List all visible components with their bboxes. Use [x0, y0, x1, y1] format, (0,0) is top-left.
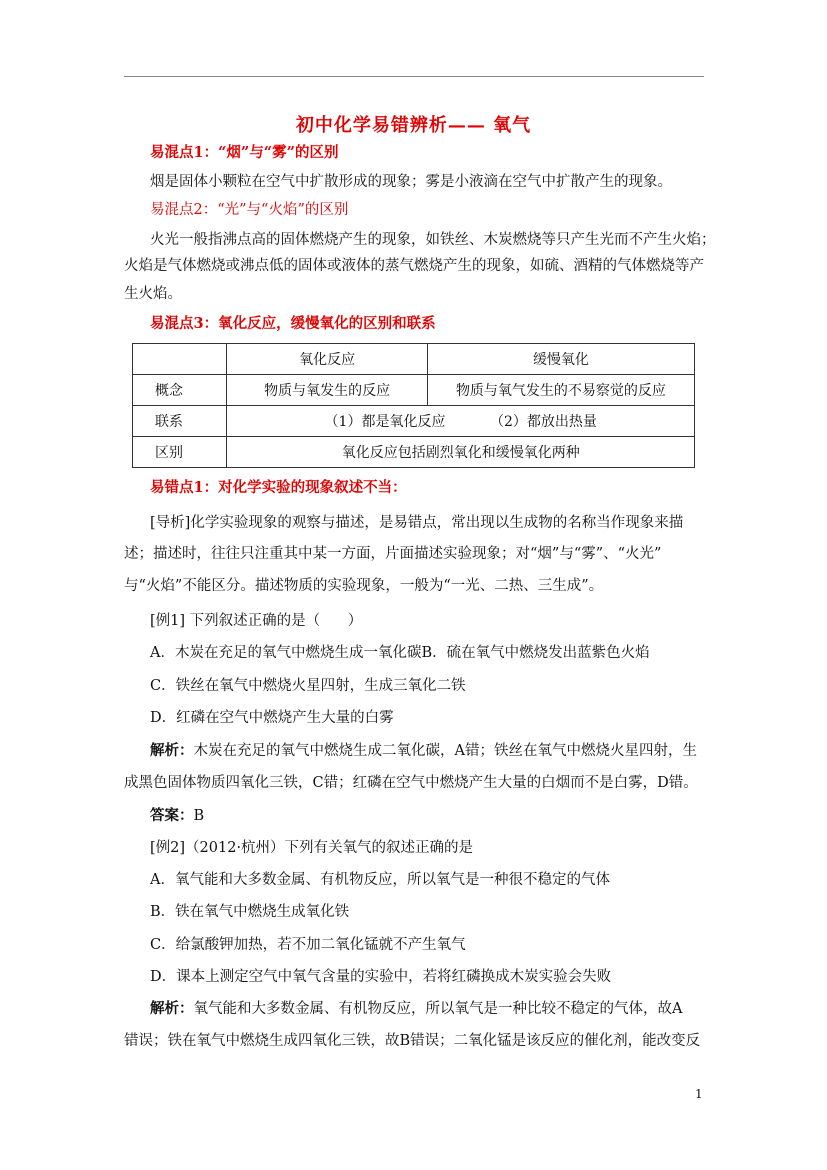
analysis-label: 解析：	[150, 742, 194, 759]
paragraph-light-flame-2: 火焰是气体燃烧或沸点低的固体或液体的蒸气燃烧产生的现象，如硫、酒精的气体燃烧等产	[124, 258, 704, 274]
paragraph-smoke-fog: 烟是固体小颗粒在空气中扩散形成的现象；雾是小液滴在空气中扩散产生的现象。	[150, 174, 672, 190]
table-row-label: 联系	[133, 406, 227, 437]
example-1-analysis-line-1	[150, 741, 697, 761]
table-cell: （1）都是氧化反应 （2）都放出热量	[227, 406, 695, 437]
answer-label: 答案：	[150, 807, 194, 824]
example-2-option-a: A．氧气能和大多数金属、有机物反应，所以氧气是一种很不稳定的气体	[150, 872, 610, 888]
analysis-text: 木炭在充足的氧气中燃烧生成二氧化碳，A错；铁丝在氧气中燃烧火星四射，生	[193, 743, 697, 759]
table-cell: 物质与氧气发生的不易察觉的反应	[427, 375, 694, 406]
example-1-option-d: D．红磷在空气中燃烧产生大量的白雾	[150, 710, 394, 726]
heading-confusion-2: 易混点2：“光”与“火焰”的区别	[150, 202, 349, 218]
example-1-analysis-line-2: 成黑色固体物质四氧化三铁，C错；红磷在空气中燃烧产生大量的白烟而不是白雾，D错。	[124, 775, 698, 791]
example-1-option-c: C．铁丝在氧气中燃烧火星四射，生成三氧化二铁	[150, 678, 466, 694]
table-row	[133, 375, 695, 406]
table-header-oxidation: 氧化反应	[227, 344, 427, 375]
example-1-option-ab: A．木炭在充足的氧气中燃烧生成一氧化碳B．硫在氧气中燃烧发出蓝紫色火焰	[150, 645, 650, 661]
example-2-analysis-line-1	[150, 999, 682, 1019]
example-2-option-d: D．课本上测定空气中氧气含量的实验中，若将红磷换成木炭实验会失败	[150, 969, 612, 985]
paragraph-light-flame-1: 火光一般指沸点高的固体燃烧产生的现象，如铁丝、木炭燃烧等只产生光而不产生火焰；	[150, 232, 716, 248]
table-cell: 氧化反应包括剧烈氧化和缓慢氧化两种	[227, 437, 695, 468]
table-row	[133, 437, 695, 468]
table-row-label: 区别	[133, 437, 227, 468]
guide-line-2: 述；描述时，往往只注重其中某一方面，片面描述实验现象；对“烟”与“雾”、“火光”	[124, 546, 662, 562]
heading-error-1: 易错点1：对化学实验的现象叙述不当：	[150, 479, 407, 496]
table-row-label: 概念	[133, 375, 227, 406]
analysis-label: 解析：	[150, 1000, 194, 1017]
header-rule	[124, 76, 704, 77]
comparison-table	[132, 343, 695, 468]
answer-value: B	[193, 808, 205, 824]
table-corner-cell	[133, 344, 227, 375]
analysis-text: 氧气能和大多数金属、有机物反应，所以氧气是一种比较不稳定的气体，故A	[193, 1001, 683, 1017]
guide-line-1: [导析]化学实验现象的观察与描述，是易错点，常出现以生成物的名称当作现象来描	[150, 515, 684, 531]
example-2-question: [例2]（2012·杭州）下列有关氧气的叙述正确的是	[150, 840, 474, 856]
table-header-row	[133, 344, 695, 375]
heading-confusion-1: 易混点1：“烟”与“雾”的区别	[150, 144, 339, 161]
table-cell: 物质与氧发生的反应	[227, 375, 427, 406]
table-row	[133, 406, 695, 437]
guide-line-3: 与“火焰”不能区分。描述物质的实验现象，一般为“一光、二热、三生成”。	[124, 578, 604, 594]
example-2-option-b: B．铁在氧气中燃烧生成氧化铁	[150, 904, 350, 920]
heading-confusion-3: 易混点3：氧化反应，缓慢氧化的区别和联系	[150, 315, 436, 332]
page-title: 初中化学易错辨析—— 氧气	[295, 115, 532, 136]
example-1-question: [例1] 下列叙述正确的是（ ）	[150, 613, 363, 629]
example-2-analysis-line-2: 错误；铁在氧气中燃烧生成四氧化三铁，故B错误；二氧化锰是该反应的催化剂，能改变反	[124, 1033, 701, 1049]
page-number: 1	[695, 1087, 703, 1101]
example-1-answer	[150, 806, 204, 826]
paragraph-light-flame-3: 生火焰。	[124, 286, 182, 302]
table-header-slow-oxidation: 缓慢氧化	[427, 344, 694, 375]
example-2-option-c: C．给氯酸钾加热，若不加二氧化锰就不产生氧气	[150, 937, 466, 953]
